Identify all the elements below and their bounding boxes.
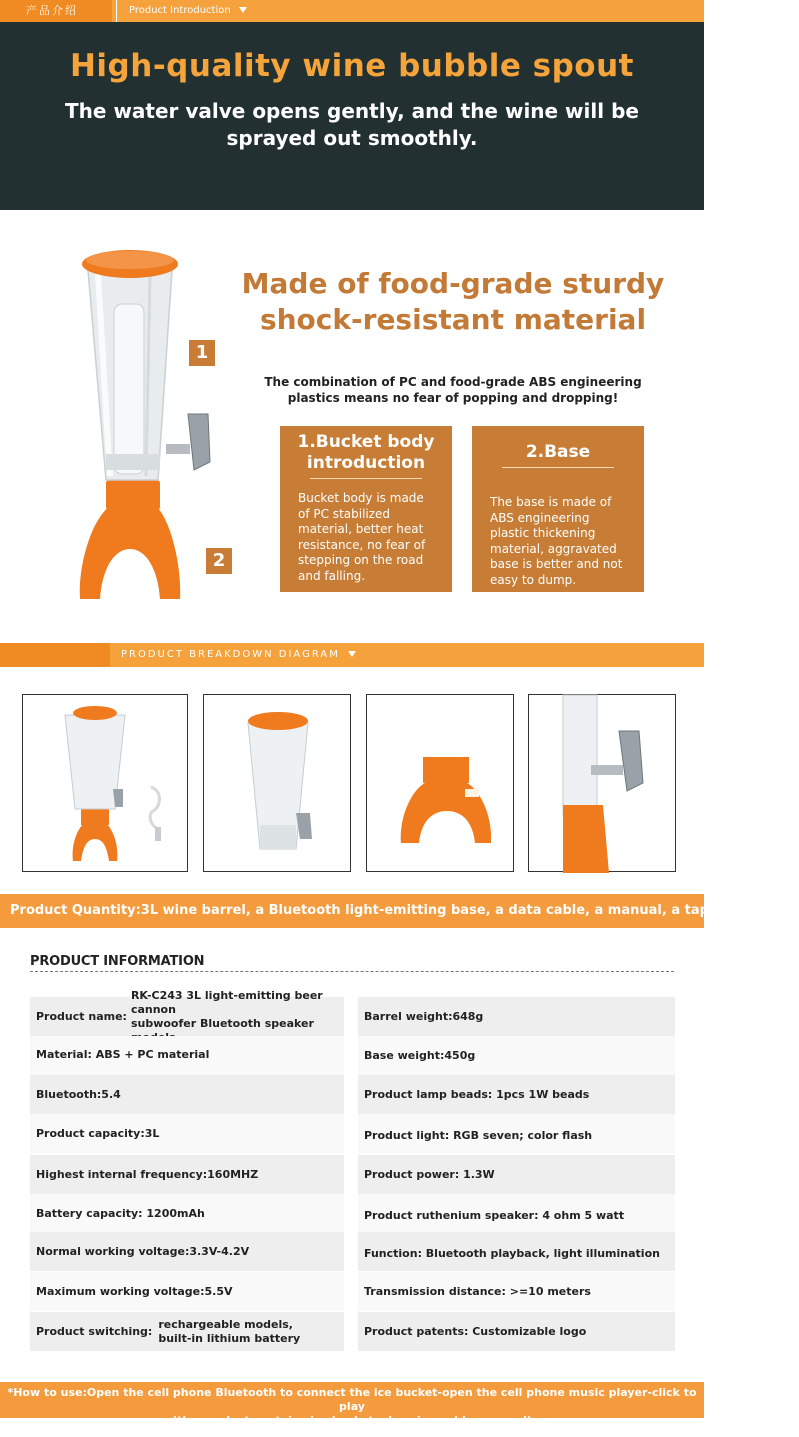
base-card-text	[472, 468, 644, 588]
card1-body-line: stepping on the road	[298, 553, 424, 567]
card1-body-line: of PC stabilized	[298, 506, 391, 521]
spec-base-weight: Base weight:450g	[358, 1036, 675, 1075]
how-to-use-banner	[0, 1382, 704, 1427]
spec-value-line1: rechargeable models,	[158, 1317, 293, 1331]
spec-barrel-weight: Barrel weight:648g	[358, 997, 675, 1036]
spec-battery: Battery capacity: 1200mAh	[30, 1194, 344, 1233]
spec-product-name	[30, 988, 344, 1036]
breakdown-label-text: PRODUCT BREAKDOWN DIAGRAM	[121, 649, 340, 660]
hero-subtitle-line1: The water valve opens gently, and the wine will be	[65, 99, 639, 123]
spec-patents: Product patents: Customizable logo	[358, 1312, 675, 1351]
breakdown-image-full-set	[22, 694, 188, 872]
material-title	[228, 266, 678, 338]
card1-body-line: material, better heat	[298, 522, 424, 536]
hero-subtitle	[0, 98, 704, 152]
spec-normal-voltage: Normal working voltage:3.3V-4.2V	[30, 1232, 344, 1271]
spec-frequency: Highest internal frequency:160MHZ	[30, 1155, 344, 1194]
card2-body-line: ABS engineering	[490, 510, 590, 525]
spec-value-line1: RK-C243 3L light-emitting beer cannon	[130, 988, 323, 1016]
material-sub-line2: plastics means no fear of popping and dropping!	[287, 391, 619, 405]
tab-en-label: Product Introduction	[129, 5, 231, 16]
spec-speaker: Product ruthenium speaker: 4 ohm 5 watt	[358, 1194, 675, 1233]
spec-transmission: Transmission distance: >=10 meters	[358, 1272, 675, 1311]
base-card-title: 2.Base	[525, 442, 591, 462]
spec-max-voltage: Maximum working voltage:5.5V	[30, 1272, 344, 1311]
bucket-body-card-text	[280, 479, 452, 584]
hero-title: High-quality wine bubble spout	[69, 48, 634, 84]
marker-2: 2	[206, 548, 232, 574]
card2-body-line: easy to dump.	[490, 572, 577, 587]
spec-material: Material: ABS + PC material	[30, 1036, 344, 1075]
spec-power: Product power: 1.3W	[358, 1155, 675, 1194]
spec-capacity: Product capacity:3L	[30, 1114, 344, 1153]
breakdown-label[interactable]	[121, 643, 356, 667]
card1-title-line1: 1.Bucket body	[297, 432, 435, 452]
base-card	[472, 426, 644, 592]
material-title-line1: Made of food-grade sturdy	[241, 267, 665, 300]
product-info-title: PRODUCT INFORMATION	[30, 954, 205, 969]
hero-subtitle-line2: sprayed out smoothly.	[226, 126, 478, 150]
divider	[30, 971, 674, 972]
card1-title-line2: introduction	[306, 453, 426, 473]
bucket-body-card	[280, 426, 452, 592]
spec-value	[158, 1318, 300, 1346]
card2-body-line: material, aggravated	[490, 541, 617, 556]
spec-function: Function: Bluetooth playback, light illumination	[358, 1232, 675, 1271]
material-section	[0, 210, 704, 642]
card1-body-line: Bucket body is made	[298, 491, 424, 505]
spec-bluetooth: Bluetooth:5.4	[30, 1075, 344, 1114]
spec-lamp-beads: Product lamp beads: 1pcs 1W beads	[358, 1075, 675, 1114]
how-to-use-line1: *How to use:Open the cell phone Bluetooth to connect the ice bucket-open the cell phone music player-click to play	[7, 1386, 697, 1413]
breakdown-image-tap-closeup	[528, 694, 676, 872]
material-subtitle	[258, 374, 648, 406]
breakdown-header-accent	[0, 643, 110, 667]
chevron-down-icon	[348, 651, 356, 657]
marker-1: 1	[189, 340, 215, 366]
tab-product-intro-en[interactable]	[116, 0, 706, 22]
breakdown-image-base	[366, 694, 514, 872]
tab-product-intro-cn[interactable]: 产品介绍	[0, 0, 112, 22]
bucket-body-card-title	[280, 432, 452, 474]
spec-switching	[30, 1312, 344, 1351]
top-tab-bar	[0, 0, 704, 22]
material-title-line2: shock-resistant material	[259, 303, 647, 336]
product-quantity-banner: Product Quantity:3L wine barrel, a Bluetooth light-emitting base, a data cable, a manual, a tap, a color box	[0, 894, 704, 928]
how-to-use-line2: (the product contains ice bucket, charging cable, manual)	[172, 1414, 532, 1427]
spec-value-line2: built-in lithium battery	[158, 1331, 301, 1345]
card1-body-line: and falling.	[298, 568, 366, 583]
hero-banner	[0, 22, 704, 210]
spec-value-line2: subwoofer Bluetooth speaker	[130, 1016, 314, 1030]
card2-body-line: plastic thickening	[490, 526, 596, 540]
material-sub-line1: The combination of PC and food-grade ABS engineering	[264, 375, 642, 389]
spec-light: Product light: RGB seven; color flash	[358, 1114, 675, 1153]
chevron-down-icon	[239, 7, 247, 13]
breakdown-header	[0, 643, 704, 667]
spec-key: Product name:	[36, 1010, 127, 1023]
spec-key: Product switching:	[36, 1325, 153, 1338]
breakdown-image-barrel	[203, 694, 351, 872]
dispenser-tower-image	[70, 244, 190, 614]
card2-body-line: The base is made of	[490, 495, 612, 509]
card2-body-line: base is better and not	[490, 557, 623, 571]
card1-body-line: resistance, no fear of	[298, 537, 426, 552]
